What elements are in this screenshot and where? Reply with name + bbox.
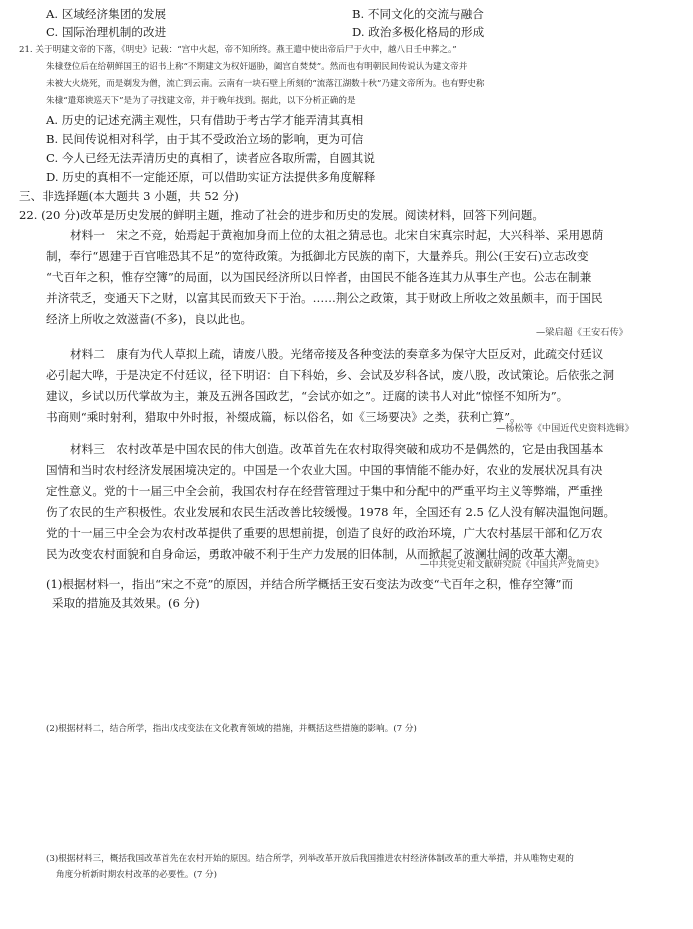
material2-line-1: 材料二 康有为代人草拟上疏，请废八股。光绪帝接及各种变法的奏章多为保守大臣反对，此疏交付廷议 bbox=[70, 347, 604, 361]
option-a: A. 区域经济集团的发展 bbox=[46, 7, 167, 21]
material1-line-2: 制，奉行“恩建于百官唯恐其不足”的宽待政策。为抵御北方民族的南下，大量养兵。荆公(王安石)立志改变 bbox=[46, 249, 589, 263]
subquestion-3-line-2: 角度分析新时期农村改革的必要性。(7 分) bbox=[56, 870, 217, 880]
subquestion-1-line-2: 采取的措施及其效果。(6 分) bbox=[52, 596, 200, 610]
subquestion-2: (2)根据材料二，结合所学，指出戊戌变法在文化教育领域的措施，并概括这些措施的影响。(7 分) bbox=[46, 724, 417, 734]
material3-line-1: 材料三 农村改革是中国农民的伟大创造。改革首先在农村取得突破和成功不是偶然的，它是由我国基本 bbox=[70, 442, 604, 456]
q21-stem-line-3: 未被大火烧死，而是剃发为僧，流亡到云南。云南有一块石壁上所刻的“流落江湖数十秋”乃建文帝所为。也有野史称 bbox=[46, 79, 485, 89]
q21-stem-line-1: 21. 关于明建文帝的下落，《明史》记载：“宫中火起，帝不知所终。燕王遣中使出帝后尸于火中，越八日壬申葬之。” bbox=[19, 45, 457, 55]
material3-line-2: 国情和当时农村经济发展困境决定的。中国是一个农业大国。中国的事情能不能办好，农业的发展状况具有决 bbox=[46, 463, 603, 477]
q21-option-d: D. 历史的真相不一定能还原，可以借助实证方法提供多角度解释 bbox=[46, 170, 376, 184]
material1-source: —梁启超《王安石传》 bbox=[536, 327, 628, 338]
subquestion-1-line-1: (1)根据材料一，指出“宋之不竞”的原因，并结合所学概括王安石变法为改变“弋百年之积，惟存空簿”而 bbox=[46, 577, 574, 591]
material3-line-3: 定性意义。党的十一届三中全会前，我国农村存在经营管理过于集中和分配中的严重平均主义等弊端，严重挫 bbox=[46, 484, 603, 498]
option-c: C. 国际治理机制的改进 bbox=[46, 25, 167, 39]
material3-line-4: 伤了农民的生产积极性。农业发展和农民生活改善比较缓慢。1978 年，全国还有 2.5 亿人没有解决温饱问题。 bbox=[46, 505, 616, 519]
material3-line-6: 民为改变农村面貌和自身命运，勇敢冲破不利于生产力发展的旧体制，从而掀起了波澜壮阔的改革大潮。 bbox=[46, 547, 580, 561]
q21-stem-line-2: 朱棣登位后在给朝鲜国王的诏书上称“不期建文为权奸逼胁，阖宫自焚焚”。然而也有明朝民间传说认为建文帝并 bbox=[46, 62, 468, 72]
material1-line-5: 经济上所收之效滋啬(不多)，良以此也。 bbox=[46, 312, 253, 326]
subquestion-3-line-1: (3)根据材料三，概括我国改革首先在农村开始的原因。结合所学，列举改革开放后我国推进农村经济体制改革的重大举措，并从唯物史观的 bbox=[46, 854, 574, 864]
material2-line-2: 必引起大哗，于是决定不付廷议，径下明诏：自下科始，乡、会试及岁科各试，废八股，改试策论。后依张之洞 bbox=[46, 368, 615, 382]
q21-stem-line-4: 朱棣“遣郑谀巡天下”是为了寻找建文帝，并于晚年找到。据此，以下分析正确的是 bbox=[46, 96, 356, 106]
material1-line-4: 并济茕乏，变通天下之财，以富其民而致天下于治。……荆公之政策，其于财政上所收之效虽颇丰，而于国民 bbox=[46, 291, 603, 305]
material2-line-4: 书商则“乘时射利，猎取中外时报，补缀成篇，标以俗名，如《三场要决》之类，获利亡算”。 bbox=[46, 410, 522, 424]
q22-stem: 22. (20 分)改革是历史发展的鲜明主题，推动了社会的进步和历史的发展。阅读材料，回答下列问题。 bbox=[19, 208, 544, 222]
material1-line-3: “弋百年之积，惟存空簿”的局面，以为国民经济所以日悴者，由国民不能各连其力从事生产也。公志在制兼 bbox=[46, 270, 592, 284]
material2-source: —杨松等《中国近代史资料选辑》 bbox=[496, 423, 634, 434]
q21-option-a: A. 历史的记述充满主观性，只有借助于考古学才能弄清其真相 bbox=[46, 113, 364, 127]
option-d: D. 政治多极化格局的形成 bbox=[352, 25, 485, 39]
q21-option-c: C. 今人已经无法弄清历史的真相了，读者应各取所需，自圆其说 bbox=[46, 151, 375, 165]
material2-line-3: 建议，乡试以历代掌故为主，兼及五洲各国政艺，“会试亦如之”。迂腐的读书人对此“惊怪不知所为”。 bbox=[46, 389, 569, 403]
section-title: 三、非选择题(本大题共 3 小题，共 52 分) bbox=[19, 189, 239, 203]
material3-source: —中共党史和文献研究院《中国共产党简史》 bbox=[420, 559, 604, 570]
material1-line-1: 材料一 宋之不竞，始焉起于黄袍加身而上位的太祖之猜忌也。北宋自宋真宗时起，大兴科举、采用恩荫 bbox=[70, 228, 604, 242]
material3-line-5: 党的十一届三中全会为农村改革提供了重要的思想前提，创造了良好的政治环境，广大农村基层干部和亿万农 bbox=[46, 526, 603, 540]
q21-option-b: B. 民间传说相对科学，由于其不受政治立场的影响，更为可信 bbox=[46, 132, 364, 146]
option-b: B. 不同文化的交流与融合 bbox=[352, 7, 484, 21]
